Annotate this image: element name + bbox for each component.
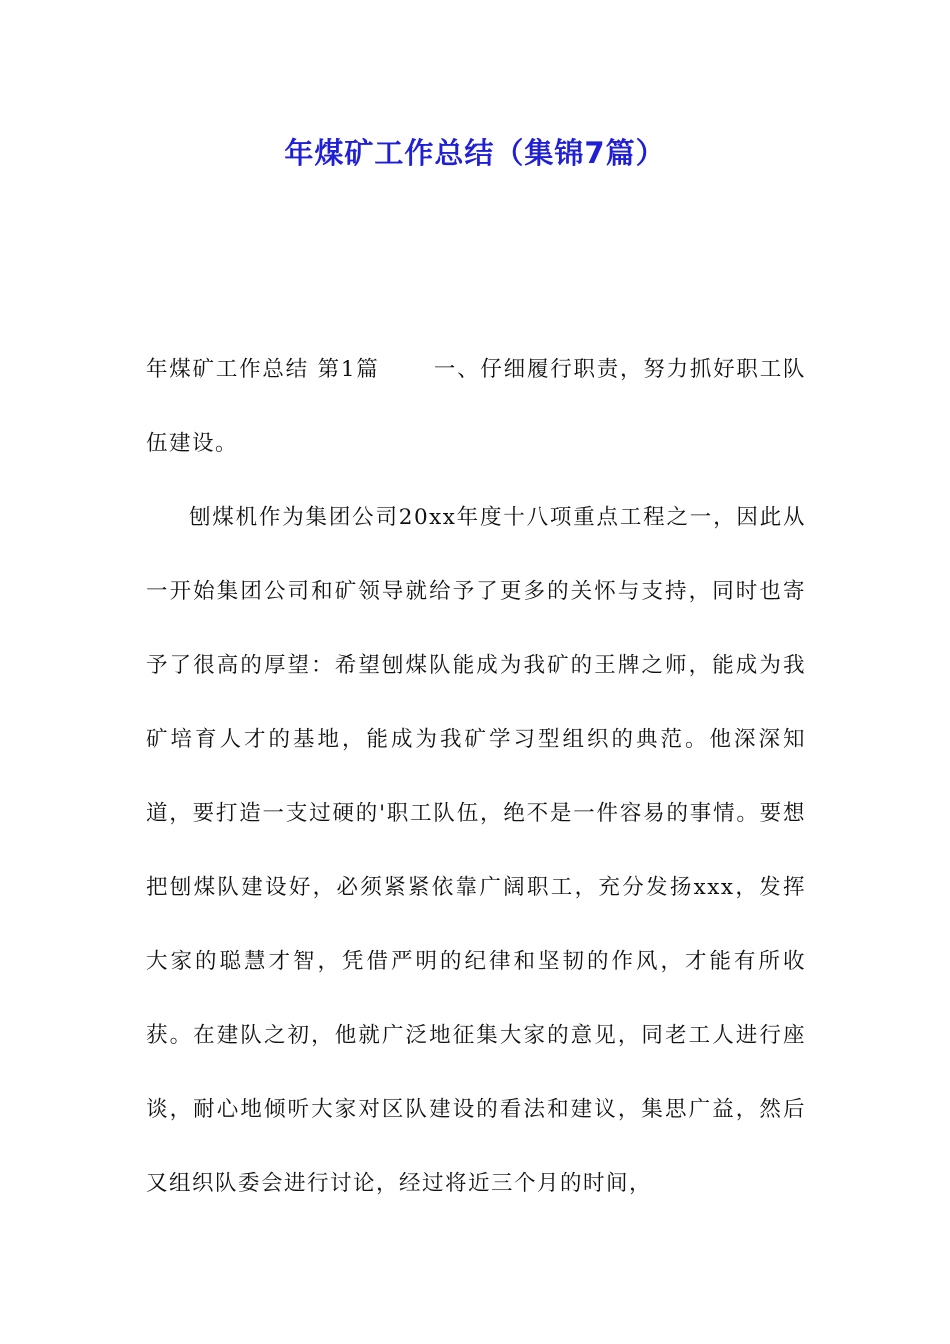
section-heading-line <box>146 333 806 481</box>
section-label: 年煤矿工作总结 第1篇 <box>146 357 380 382</box>
document-body <box>146 333 806 1221</box>
document-title: 年煤矿工作总结（集锦7篇） <box>284 136 666 170</box>
body-paragraph: 刨煤机作为集团公司20xx年度十八项重点工程之一，因此从一开始集团公司和矿领导就给予了更多的关怀与支持，同时也寄予了很高的厚望：希望刨煤队能成为我矿的王牌之师，能成为我矿培育人才的基地，能成为我矿学习型组织的典范。他深深知道，要打造一支过硬的'职工队伍，绝不是一件容易的事情。要想把刨煤队建设好，必须紧紧依靠广阔职工，充分发扬xxx，发挥大家的聪慧才智，凭借严明的纪律和坚韧的作风，才能有所收获。在建队之初，他就广泛地征集大家的意见，同老工人进行座谈，耐心地倾听大家对区队建设的看法和建议，集思广益，然后又组织队委会进行讨论，经过将近三个月的时间， <box>146 505 806 1196</box>
section-heading: 一、仔细履行职责，努力抓好职工队伍建设。 <box>146 357 806 456</box>
